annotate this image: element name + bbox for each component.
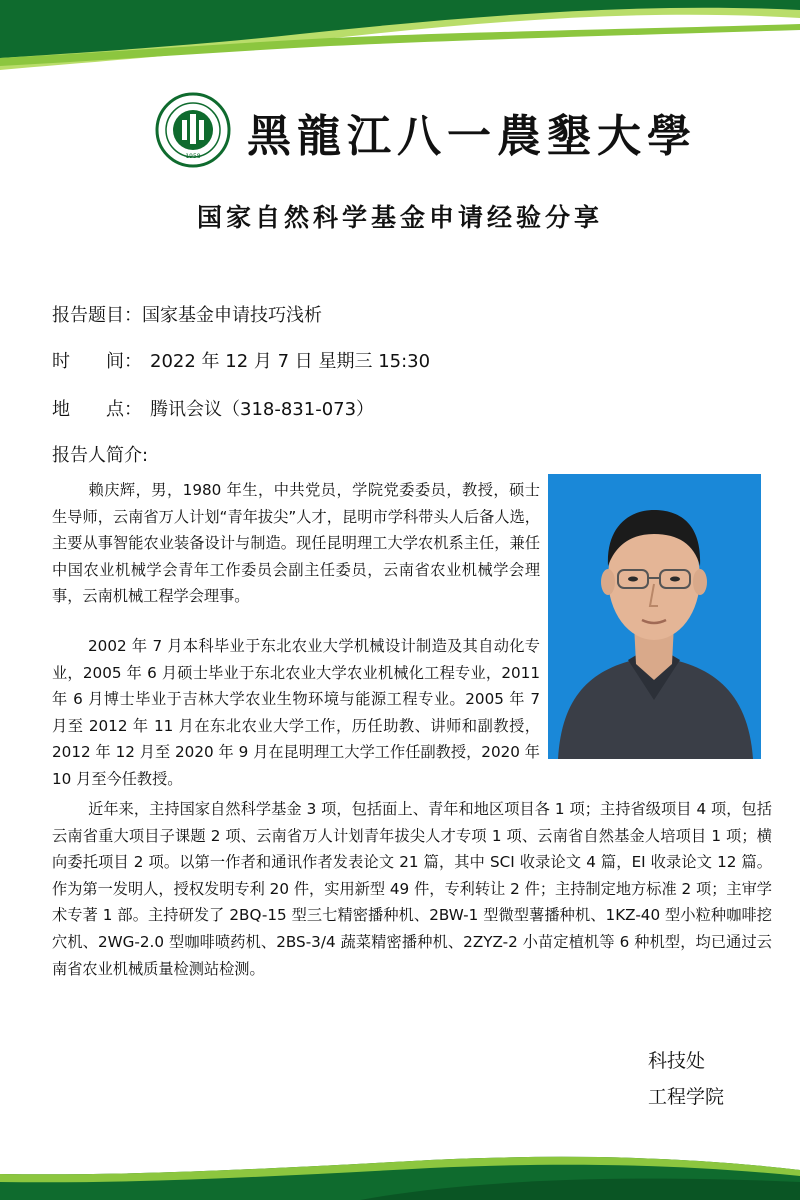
- topic-value: 国家基金申请技巧浅析: [142, 305, 322, 326]
- place-value: 腾讯会议（318-831-073）: [150, 399, 375, 420]
- time-value: 2022 年 12 月 7 日 星期三 15:30: [150, 351, 431, 372]
- bio-heading: 报告人简介:: [52, 445, 149, 466]
- organizer-science-office: 科技处: [648, 1050, 706, 1072]
- time-line: [52, 347, 430, 373]
- svg-text:1958: 1958: [185, 153, 201, 160]
- event-headline: 国家自然科学基金申请经验分享: [196, 203, 603, 232]
- organizer-engineering-college: 工程学院: [648, 1086, 725, 1108]
- bio-paragraph-3: 近年来，主持国家自然科学基金 3 项，包括面上、青年和地区项目各 1 项；主持省级项目 4 项，包括云南省重大项目子课题 2 项、云南省万人计划青年拔尖人才专项 1 项、云南省自然基金人培项目 1 项；横向委托项目 2 项。以第一作者和通讯作者发表论文 21 篇，其中 SCI 收录论文 4 篇，EI 收录论文 12 篇。作为第一发明人，授权发明专利 20 件，实用新型 49 件，专利转让 2 件；主持制定地方标准 2 项；主审学术专著 1 部。主持研发了 2BQ-15 型三七精密播种机、2BW-1 型微型薯播种机、1KZ-40 型小粒种咖啡挖穴机、2WG-2.0 型咖啡喷药机、2BS-3/4 蔬菜精密播种机、2ZYZ-2 小苗定植机等 6 种机型，均已通过云南省农业机械质量检测站检测。: [52, 800, 772, 978]
- place-label: 地 点：: [52, 399, 142, 420]
- university-name: 黑龍江八一農墾大學: [247, 111, 697, 162]
- university-logo: [155, 92, 697, 172]
- place-line: [52, 395, 374, 421]
- topic-line: [52, 301, 322, 327]
- top-wave-decoration: [0, 0, 800, 90]
- bio-paragraph-1: 赖庆辉，男，1980 年生，中共党员，学院党委委员，教授，硕士生导师，云南省万人计划“青年拔尖”人才，昆明市学科带头人后备人选，主要从事智能农业装备设计与制造。现任昆明理工大学农机系主任，兼任中国农业机械学会青年工作委员会副主任委员，云南省农业机械学会理事，云南机械工程学会理事。: [52, 481, 540, 606]
- speaker-photo: [548, 474, 761, 759]
- university-seal-icon: [155, 92, 231, 168]
- bio-paragraph-2: 2002 年 7 月本科毕业于东北农业大学机械设计制造及其自动化专业，2005 年 6 月硕士毕业于东北农业大学农业机械化工程专业，2011 年 6 月博士毕业于吉林大学农业生物环境与能源工程专业。2005 年 7 月至 2012 年 11 月在东北农业大学工作，历任助教、讲师和副教授，2012 年 12 月至 2020 年 9 月在昆明理工大学工作任副教授，2020 年 10 月至今任教授。: [52, 637, 540, 788]
- topic-label: 报告题目：: [52, 305, 142, 326]
- bottom-wave-decoration: [0, 1130, 800, 1200]
- time-label: 时 间：: [52, 351, 142, 372]
